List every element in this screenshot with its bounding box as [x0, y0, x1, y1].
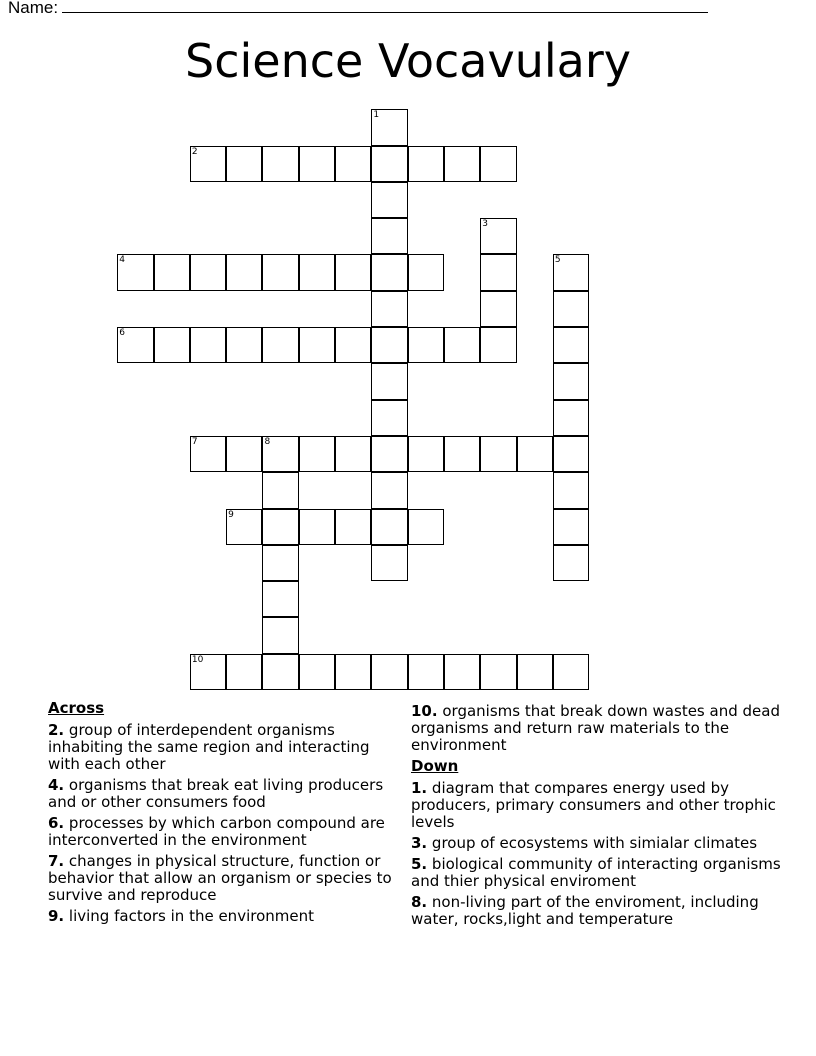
cell-number: 3: [482, 219, 488, 230]
clue-across-9: [48, 908, 398, 925]
grid-cell[interactable]: [553, 436, 589, 472]
grid-cell[interactable]: [190, 254, 226, 290]
grid-cell[interactable]: [371, 545, 407, 581]
clues-right-column: [411, 703, 781, 932]
grid-cell[interactable]: [371, 472, 407, 508]
clue-text: changes in physical structure, function or behavior that allow an organism or species to survive and reproduce: [48, 852, 392, 904]
grid-cell[interactable]: [480, 436, 516, 472]
grid-cell[interactable]: [444, 146, 480, 182]
clues-left-column: [48, 700, 398, 929]
grid-cell[interactable]: [408, 327, 444, 363]
grid-cell[interactable]: [335, 654, 371, 690]
grid-cell[interactable]: [371, 327, 407, 363]
clue-text: living factors in the environment: [68, 907, 314, 925]
across-heading: Across: [48, 699, 105, 717]
grid-cell[interactable]: [444, 436, 480, 472]
cell-number: 2: [191, 146, 198, 157]
grid-cell[interactable]: [517, 436, 553, 472]
grid-cell[interactable]: [226, 327, 262, 363]
clue-down-3: [411, 835, 781, 852]
grid-cell[interactable]: [553, 472, 589, 508]
clue-down-5: [411, 856, 781, 890]
grid-cell[interactable]: [335, 436, 371, 472]
grid-cell[interactable]: [408, 146, 444, 182]
cell-number: 10: [191, 654, 204, 665]
grid-cell[interactable]: [553, 654, 589, 690]
cell-number: 8: [264, 436, 271, 447]
grid-cell[interactable]: [371, 254, 407, 290]
grid-cell[interactable]: [371, 182, 407, 218]
clue-across-7: [48, 853, 398, 904]
grid-cell[interactable]: [553, 545, 589, 581]
grid-cell[interactable]: [299, 509, 335, 545]
grid-cell[interactable]: [262, 654, 298, 690]
grid-cell[interactable]: [335, 254, 371, 290]
clue-across-4: [48, 777, 398, 811]
clue-across-2: [48, 722, 398, 773]
grid-cell[interactable]: [154, 254, 190, 290]
cell-number: 5: [554, 255, 561, 266]
grid-cell[interactable]: [408, 509, 444, 545]
grid-cell[interactable]: [299, 327, 335, 363]
page-title: Science Vocavulary: [185, 34, 631, 88]
grid-cell[interactable]: [299, 654, 335, 690]
grid-cell[interactable]: [371, 218, 407, 254]
grid-cell[interactable]: [553, 363, 589, 399]
grid-cell[interactable]: [371, 146, 407, 182]
clue-number: 9.: [48, 907, 65, 925]
clue-number: 6.: [48, 814, 65, 832]
name-field[interactable]: [8, 0, 708, 18]
grid-cell[interactable]: [226, 146, 262, 182]
clue-text: non-living part of the enviroment, including water, rocks,light and temperature: [411, 893, 759, 928]
clue-text: organisms that break down wastes and dead organisms and return raw materials to the environment: [411, 702, 780, 754]
cell-number: 9: [228, 509, 234, 520]
grid-cell[interactable]: [408, 254, 444, 290]
clue-number: 4.: [48, 776, 65, 794]
grid-cell[interactable]: [262, 472, 298, 508]
grid-cell[interactable]: [480, 654, 516, 690]
grid-cell[interactable]: [117, 254, 153, 290]
grid-cell[interactable]: [553, 327, 589, 363]
grid-cell[interactable]: [262, 254, 298, 290]
clue-text: biological community of interacting organisms and thier physical enviroment: [411, 855, 781, 890]
grid-cell[interactable]: [190, 146, 226, 182]
clue-number: 3.: [411, 834, 428, 852]
clue-number: 7.: [48, 852, 65, 870]
grid-cell[interactable]: [299, 146, 335, 182]
grid-cell[interactable]: [371, 436, 407, 472]
grid-cell[interactable]: [226, 509, 262, 545]
grid-cell[interactable]: [371, 363, 407, 399]
grid-cell[interactable]: [444, 654, 480, 690]
grid-cell[interactable]: [371, 400, 407, 436]
grid-cell[interactable]: [299, 436, 335, 472]
grid-cell[interactable]: [117, 327, 153, 363]
grid-cell[interactable]: [371, 291, 407, 327]
grid-cell[interactable]: [408, 654, 444, 690]
cell-number: 6: [119, 328, 125, 339]
grid-cell[interactable]: [190, 654, 226, 690]
grid-cell[interactable]: [371, 109, 407, 145]
grid-cell[interactable]: [154, 327, 190, 363]
grid-cell[interactable]: [517, 654, 553, 690]
grid-cell[interactable]: [190, 327, 226, 363]
grid-cell[interactable]: [190, 436, 226, 472]
grid-cell[interactable]: [226, 654, 262, 690]
grid-cell[interactable]: [480, 291, 516, 327]
grid-cell[interactable]: [444, 327, 480, 363]
grid-cell[interactable]: [371, 509, 407, 545]
grid-cell[interactable]: [480, 327, 516, 363]
grid-cell[interactable]: [480, 146, 516, 182]
grid-cell[interactable]: [480, 218, 516, 254]
grid-cell[interactable]: [262, 327, 298, 363]
clue-across-10: [411, 703, 781, 754]
clue-text: group of interdependent organisms inhabiting the same region and interacting with each other: [48, 721, 370, 773]
cell-number: 1: [373, 110, 380, 121]
clue-down-1: [411, 780, 781, 831]
grid-cell[interactable]: [262, 146, 298, 182]
clue-text: processes by which carbon compound are interconverted in the environment: [48, 814, 385, 849]
grid-cell[interactable]: [299, 254, 335, 290]
clue-text: organisms that break eat living producers and or other consumers food: [48, 776, 384, 811]
clue-number: 1.: [411, 779, 428, 797]
clue-number: 2.: [48, 721, 65, 739]
grid-cell[interactable]: [553, 291, 589, 327]
grid-cell[interactable]: [371, 654, 407, 690]
grid-cell[interactable]: [262, 509, 298, 545]
grid-cell[interactable]: [553, 509, 589, 545]
clue-number: 10.: [411, 702, 438, 720]
grid-cell[interactable]: [335, 327, 371, 363]
grid-cell[interactable]: [335, 146, 371, 182]
grid-cell[interactable]: [262, 436, 298, 472]
grid-cell[interactable]: [262, 581, 298, 617]
grid-cell[interactable]: [335, 509, 371, 545]
clue-number: 5.: [411, 855, 428, 873]
grid-cell[interactable]: [226, 254, 262, 290]
clue-text: diagram that compares energy used by producers, primary consumers and other trophic levels: [411, 779, 776, 831]
grid-cell[interactable]: [553, 400, 589, 436]
grid-cell[interactable]: [408, 436, 444, 472]
clue-down-8: [411, 894, 781, 928]
name-label: Name:: [8, 0, 59, 17]
grid-cell[interactable]: [226, 436, 262, 472]
clue-across-6: [48, 815, 398, 849]
cell-number: 7: [191, 436, 198, 447]
clue-text: group of ecosystems with simialar climates: [431, 834, 758, 852]
down-heading: Down: [411, 757, 459, 775]
grid-cell[interactable]: [553, 254, 589, 290]
grid-cell[interactable]: [262, 545, 298, 581]
cell-number: 4: [119, 255, 125, 266]
grid-cell[interactable]: [262, 617, 298, 653]
name-line[interactable]: [62, 0, 708, 13]
grid-cell[interactable]: [480, 254, 516, 290]
clue-number: 8.: [411, 893, 428, 911]
